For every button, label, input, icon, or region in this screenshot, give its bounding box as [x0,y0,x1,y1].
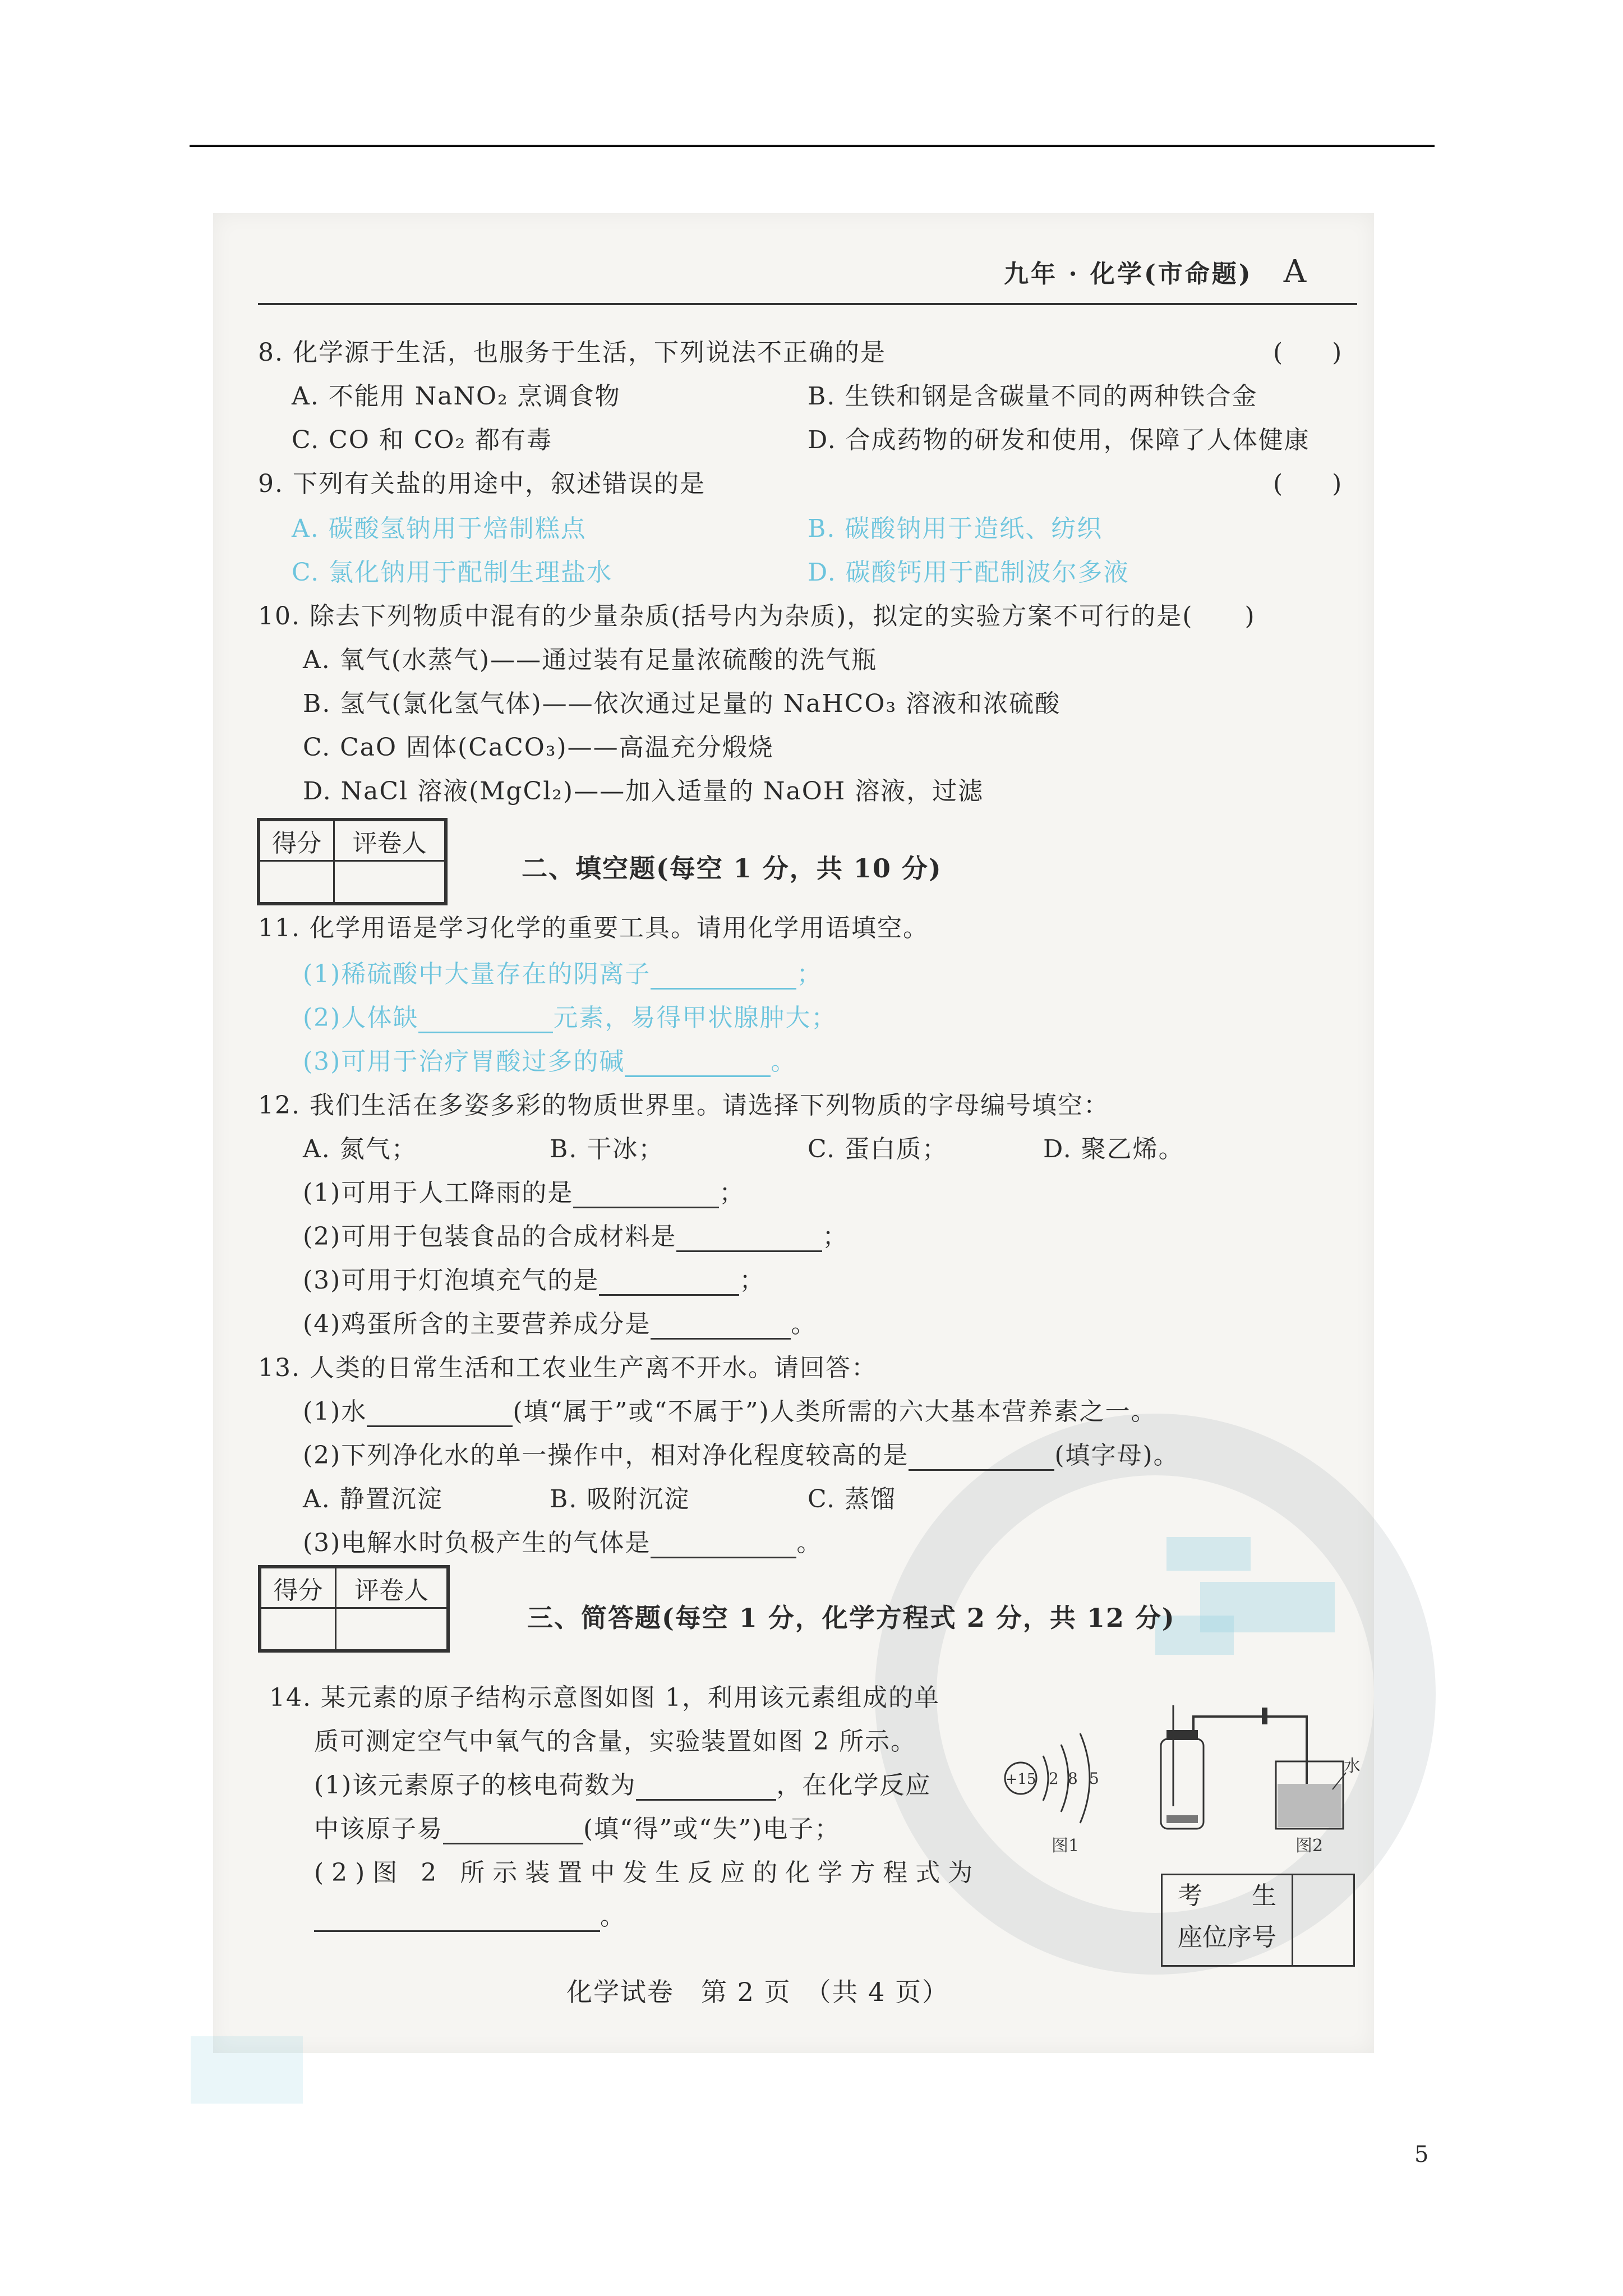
grader-label: 评卷人 [334,821,445,861]
fill-suffix: (填字母)。 [1054,1441,1179,1470]
seat-label-line: 座位序号 [1178,1923,1276,1952]
clamp [1262,1708,1267,1724]
answer-blank[interactable] [651,965,796,990]
nucleus-charge: +15 [1005,1771,1036,1788]
fill-line [314,1809,840,1844]
option: D. 碳酸钙用于配制波尔多液 [808,558,1129,587]
fill-line [303,1522,822,1558]
question-10-stem: 10. 除去下列物质中混有的少量杂质(括号内为杂质)，拟定的实验方案不可行的是( ) [258,602,1256,631]
fill-line [303,1304,817,1340]
choice: D. 聚乙烯。 [1043,1135,1184,1163]
seat-number-input[interactable] [1293,1875,1353,1965]
fill-line [303,954,822,990]
fill-suffix: (填“属于”或“不属于”)人类所需的六大基本营养素之一。 [513,1397,1157,1426]
fill-line [303,1260,765,1296]
answer-blank[interactable] [676,1228,822,1252]
answer-blank[interactable] [636,1777,776,1801]
option: B. 氢气(氯化氢气体)——依次通过足量的 NaHCO₃ 溶液和浓硫酸 [303,689,1061,718]
answer-bracket[interactable]: ( ) [1273,470,1342,498]
option: C. CaO 固体(CaCO₃)——高温充分煅烧 [303,733,774,762]
answer-blank[interactable] [909,1447,1054,1471]
option: D. 合成药物的研发和使用，保障了人体健康 [808,426,1310,454]
stopper [1166,1730,1198,1740]
seat-number-box [1161,1874,1355,1967]
shell-electrons: 2 [1049,1769,1059,1788]
fill-prompt: (2)可用于包装食品的合成材料是 [303,1222,677,1251]
page-number: 5 [1414,2142,1429,2168]
answer-blank[interactable] [443,1820,583,1844]
question-12-stem: 12. 我们生活在多姿多彩的物质世界里。请选择下列物质的字母编号填空： [258,1091,1109,1120]
option: C. CO 和 CO₂ 都有毒 [292,426,553,454]
score-box [258,1565,450,1653]
diagram-drawing [998,1683,1361,1862]
fill-prompt: (3)可用于治疗胃酸过多的碱 [303,1047,625,1076]
score-label: 得分 [261,1568,336,1608]
fill-line [303,997,837,1033]
answer-blank[interactable] [651,1534,796,1558]
option: A. 碳酸氢钠用于焙制糕点 [292,514,587,543]
seat-label-line: 考 生 [1178,1881,1276,1910]
option: D. NaCl 溶液(MgCl₂)——加入适量的 NaOH 溶液，过滤 [303,777,984,806]
choice: C. 蒸馏 [808,1485,897,1513]
choice: B. 干冰； [550,1135,665,1163]
fill-prompt: (4)鸡蛋所含的主要营养成分是 [303,1310,651,1338]
fill-suffix: 元素，易得甲状腺肿大； [553,1004,837,1032]
fill-line [314,1896,626,1932]
choice: A. 氮气； [303,1135,417,1163]
shell-electrons: 8 [1068,1769,1078,1788]
seat-label [1163,1875,1293,1965]
fill-suffix: 。 [791,1310,817,1338]
fill-suffix: ； [719,1179,745,1207]
fill-prompt: (1)该元素原子的核电荷数为 [314,1771,637,1800]
choice: A. 静置沉淀 [303,1485,443,1513]
answer-bracket[interactable]: ( ) [1273,338,1342,367]
grader-cell[interactable] [334,861,445,903]
fill-line [303,1216,848,1252]
header-title: 九年 · 化学(市命题) [1004,260,1253,288]
question-14-stem: 质可测定空气中氧气的含量，实验装置如图 2 所示。 [314,1727,916,1756]
choice: C. 蛋白质； [808,1135,948,1163]
question-11-stem: 11. 化学用语是学习化学的重要工具。请用化学用语填空。 [258,914,929,942]
fill-prompt: (2)下列净化水的单一操作中，相对净化程度较高的是 [303,1441,909,1470]
option: C. 氯化钠用于配制生理盐水 [292,558,613,587]
watermark-fragment [1166,1537,1251,1571]
fill-line [303,1391,1157,1427]
score-box [257,818,448,905]
grader-cell[interactable] [336,1608,448,1650]
question-13-stem: 13. 人类的日常生活和工农业生产离不开水。请回答： [258,1354,877,1382]
fill-prompt: (3)可用于灯泡填充气的是 [303,1266,600,1295]
fill-suffix: ； [739,1266,766,1295]
option: A. 不能用 NaNO₂ 烹调食物 [292,382,621,411]
fill-line [314,1765,931,1801]
score-cell[interactable] [261,1608,336,1650]
question-14-stem: 14. 某元素的原子结构示意图如图 1，利用该元素组成的单 [269,1683,940,1712]
header-version: A [1283,254,1307,290]
header-rule [258,303,1357,305]
experiment-diagram [998,1683,1361,1862]
fill-prompt: (1)水 [303,1397,367,1426]
fill-suffix: 。 [600,1902,626,1931]
fill-suffix: (填“得”或“失”)电子； [583,1815,841,1843]
sample [1166,1815,1198,1823]
question-8-stem: 8. 化学源于生活，也服务于生活，下列说法不正确的是 [258,338,886,367]
fill-prompt: (1)稀硫酸中大量存在的阴离子 [303,960,651,988]
fill-suffix: ； [796,960,823,988]
fig2-label: 图2 [1295,1836,1324,1856]
fill-prompt: 中该原子易 [314,1815,443,1843]
fill-suffix: 。 [796,1529,823,1557]
top-rule [190,145,1435,147]
score-cell[interactable] [260,861,334,903]
fill-prompt: (2)人体缺 [303,1004,419,1032]
fill-prompt: (3)电解水时负极产生的气体是 [303,1529,651,1557]
option: B. 碳酸钠用于造纸、纺织 [808,514,1103,543]
watermark-fragment [191,2036,303,2104]
exam-header [1004,254,1306,290]
grader-label: 评卷人 [336,1568,448,1608]
page-footer: 化学试卷 第 2 页 （共 4 页） [566,1977,949,2007]
fill-suffix: 。 [771,1047,797,1076]
question-9-stem: 9. 下列有关盐的用途中，叙述错误的是 [258,470,706,498]
water [1278,1784,1341,1827]
electron-shell [1043,1756,1048,1801]
answer-blank[interactable] [599,1272,739,1296]
fill-prompt: (1)可用于人工降雨的是 [303,1179,574,1207]
answer-blank[interactable] [573,1184,719,1208]
choice: B. 吸附沉淀 [550,1485,690,1513]
electron-shell [1080,1733,1090,1823]
answer-blank[interactable] [367,1403,513,1427]
option: A. 氧气(水蒸气)——通过装有足量浓硫酸的洗气瓶 [303,646,878,674]
answer-blank[interactable] [651,1315,791,1340]
answer-blank[interactable] [625,1053,771,1077]
fill-line [303,1435,1179,1471]
shell-electrons: 5 [1089,1769,1099,1788]
fig1-label: 图1 [1052,1836,1080,1856]
fill-line [303,1172,745,1208]
fill-suffix: ； [822,1222,849,1251]
section-heading: 三、简答题(每空 1 分，化学方程式 2 分，共 12 分) [527,1603,1175,1633]
fill-line [303,1041,796,1077]
option: B. 生铁和钢是含碳量不同的两种铁合金 [808,382,1258,411]
section-heading: 二、填空题(每空 1 分，共 10 分) [522,853,942,884]
question-14-part2: (2)图 2 所示装置中发生反应的化学方程式为 [314,1858,981,1887]
fill-suffix: ，在化学反应 [776,1771,932,1800]
water-label: 水 [1344,1756,1361,1776]
answer-blank[interactable] [314,1908,600,1932]
score-label: 得分 [260,821,334,861]
answer-blank[interactable] [418,1009,553,1033]
